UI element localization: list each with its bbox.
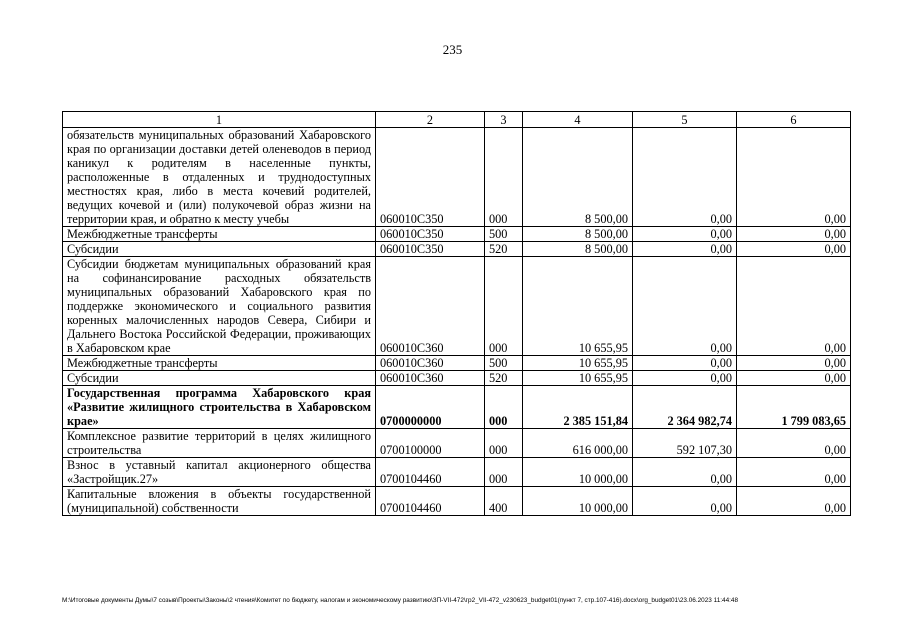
row-type-cell: 000 bbox=[485, 458, 523, 487]
row-name-cell: обязательств муниципальных образований Хабаровского края по организации доставки детей оленеводов в период каникул к родителям в населенные пункты, расположенные в отдаленных и труднодоступных местностях края, либо в места кочевий родителей, ведущих кочевой и (или) полукочевой образ жизни на территории края, и обратно к месту учебы bbox=[63, 128, 376, 227]
table-row bbox=[63, 429, 851, 458]
row-code-cell: 060010С350 bbox=[376, 128, 485, 227]
row-amount-2024-cell: 2 364 982,74 bbox=[633, 386, 737, 429]
row-amount-2024-cell: 0,00 bbox=[633, 371, 737, 386]
table-row bbox=[63, 371, 851, 386]
row-name-cell: Субсидии bbox=[63, 371, 376, 386]
row-name-cell: Субсидии бюджетам муниципальных образований края на софинансирование расходных обязательств муниципальных образований Хабаровского края по поддержке экономического и социального развития коренных малочисленных народов Севера, Сибири и Дальнего Востока Российской Федерации, проживающих в Хабаровском крае bbox=[63, 257, 376, 356]
row-amount-2023-cell: 10 655,95 bbox=[523, 356, 633, 371]
row-code-cell: 0700000000 bbox=[376, 386, 485, 429]
row-code-cell: 0700104460 bbox=[376, 458, 485, 487]
row-name-cell: Межбюджетные трансферты bbox=[63, 227, 376, 242]
table-row bbox=[63, 458, 851, 487]
page-number: 235 bbox=[442, 42, 463, 57]
row-amount-2024-cell: 592 107,30 bbox=[633, 429, 737, 458]
row-amount-2024-cell: 0,00 bbox=[633, 242, 737, 257]
table-row bbox=[63, 227, 851, 242]
row-type-cell: 520 bbox=[485, 242, 523, 257]
column-header-5: 5 bbox=[633, 112, 737, 128]
row-amount-2023-cell: 8 500,00 bbox=[523, 128, 633, 227]
row-amount-2023-cell: 10 000,00 bbox=[523, 487, 633, 516]
row-name-cell: Государственная программа Хабаровского края «Развитие жилищного строительства в Хабаровском крае» bbox=[63, 386, 376, 429]
budget-table bbox=[62, 111, 851, 516]
row-amount-2024-cell: 0,00 bbox=[633, 458, 737, 487]
row-amount-2023-cell: 616 000,00 bbox=[523, 429, 633, 458]
row-code-cell: 060010С360 bbox=[376, 356, 485, 371]
row-type-cell: 520 bbox=[485, 371, 523, 386]
row-amount-2023-cell: 10 000,00 bbox=[523, 458, 633, 487]
row-type-cell: 500 bbox=[485, 227, 523, 242]
row-amount-2025-cell: 0,00 bbox=[737, 227, 851, 242]
row-code-cell: 060010С360 bbox=[376, 257, 485, 356]
column-header-6: 6 bbox=[737, 112, 851, 128]
table-row bbox=[63, 128, 851, 227]
table-row bbox=[63, 487, 851, 516]
row-amount-2025-cell: 0,00 bbox=[737, 429, 851, 458]
row-amount-2024-cell: 0,00 bbox=[633, 257, 737, 356]
row-amount-2025-cell: 0,00 bbox=[737, 356, 851, 371]
column-header-3: 3 bbox=[485, 112, 523, 128]
row-amount-2025-cell: 0,00 bbox=[737, 257, 851, 356]
table-row bbox=[63, 242, 851, 257]
row-type-cell: 000 bbox=[485, 429, 523, 458]
row-amount-2023-cell: 8 500,00 bbox=[523, 227, 633, 242]
row-code-cell: 0700100000 bbox=[376, 429, 485, 458]
column-header-1: 1 bbox=[63, 112, 376, 128]
row-code-cell: 060010С350 bbox=[376, 242, 485, 257]
row-code-cell: 060010С350 bbox=[376, 227, 485, 242]
row-code-cell: 0700104460 bbox=[376, 487, 485, 516]
row-type-cell: 000 bbox=[485, 386, 523, 429]
row-amount-2024-cell: 0,00 bbox=[633, 227, 737, 242]
table-row bbox=[63, 257, 851, 356]
row-name-cell: Субсидии bbox=[63, 242, 376, 257]
row-amount-2025-cell: 0,00 bbox=[737, 371, 851, 386]
row-amount-2023-cell: 10 655,95 bbox=[523, 257, 633, 356]
table-row bbox=[63, 386, 851, 429]
row-amount-2025-cell: 0,00 bbox=[737, 242, 851, 257]
row-amount-2025-cell: 0,00 bbox=[737, 458, 851, 487]
row-amount-2023-cell: 2 385 151,84 bbox=[523, 386, 633, 429]
file-path-footer: М:\Итоговые документы Думы\7 созыв\Проекты\Законы\2 чтения\Комитет по бюджету, налогам и экономическому развитию\ЗП-VII-472\гр2_VII-472_v230623_budget01(пункт 7, стр.107-416).docx\org_budget01\23.06.2023 11:44:48 bbox=[62, 597, 739, 604]
row-name-cell: Комплексное развитие территорий в целях жилищного строительства bbox=[63, 429, 376, 458]
row-amount-2025-cell: 1 799 083,65 bbox=[737, 386, 851, 429]
row-type-cell: 400 bbox=[485, 487, 523, 516]
row-amount-2024-cell: 0,00 bbox=[633, 356, 737, 371]
row-name-cell: Взнос в уставный капитал акционерного общества «Застройщик.27» bbox=[63, 458, 376, 487]
table-header-row bbox=[63, 112, 851, 128]
column-header-2: 2 bbox=[376, 112, 485, 128]
row-name-cell: Межбюджетные трансферты bbox=[63, 356, 376, 371]
column-header-4: 4 bbox=[523, 112, 633, 128]
row-amount-2023-cell: 10 655,95 bbox=[523, 371, 633, 386]
row-type-cell: 500 bbox=[485, 356, 523, 371]
row-code-cell: 060010С360 bbox=[376, 371, 485, 386]
table-row bbox=[63, 356, 851, 371]
row-amount-2024-cell: 0,00 bbox=[633, 487, 737, 516]
row-type-cell: 000 bbox=[485, 257, 523, 356]
row-amount-2025-cell: 0,00 bbox=[737, 128, 851, 227]
row-type-cell: 000 bbox=[485, 128, 523, 227]
row-amount-2025-cell: 0,00 bbox=[737, 487, 851, 516]
row-amount-2023-cell: 8 500,00 bbox=[523, 242, 633, 257]
row-name-cell: Капитальные вложения в объекты государственной (муниципальной) собственности bbox=[63, 487, 376, 516]
row-amount-2024-cell: 0,00 bbox=[633, 128, 737, 227]
